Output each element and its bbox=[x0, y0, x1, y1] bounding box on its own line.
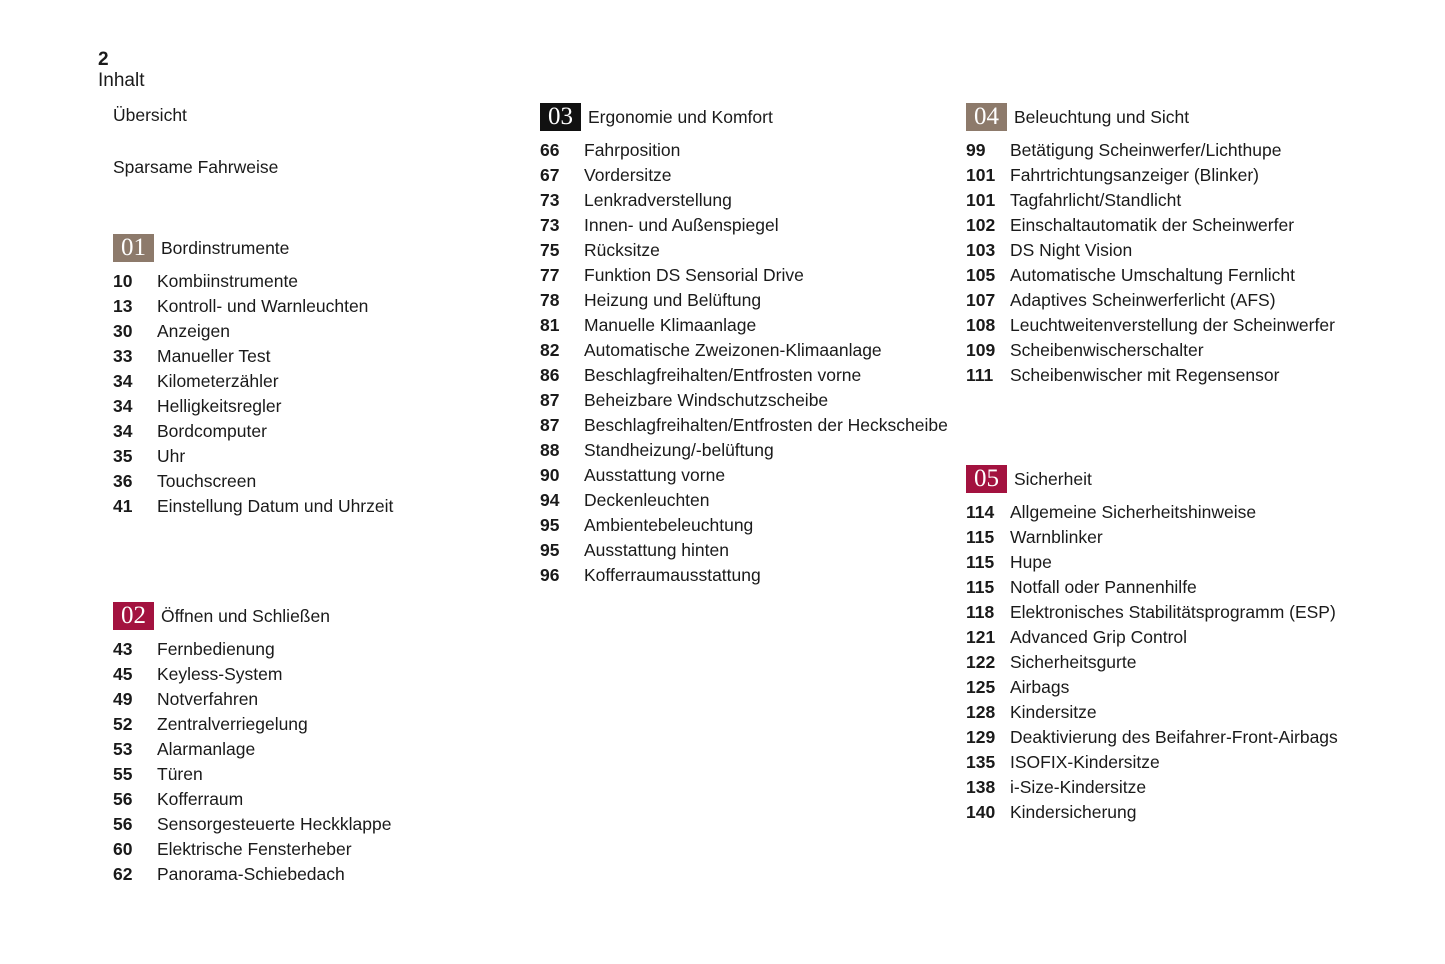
page-title: Inhalt bbox=[98, 70, 145, 91]
toc-entry-page: 135 bbox=[966, 752, 996, 772]
toc-entry[interactable] bbox=[540, 290, 960, 310]
toc-entry-page: 95 bbox=[540, 540, 560, 560]
toc-entry[interactable] bbox=[966, 627, 1386, 647]
toc-entry-page: 111 bbox=[966, 365, 994, 385]
toc-entry-label: ISOFIX-Kindersitze bbox=[1010, 752, 1160, 772]
toc-entry[interactable] bbox=[966, 215, 1386, 235]
toc-entry-page: 105 bbox=[966, 265, 996, 285]
toc-entry-page: 96 bbox=[540, 565, 560, 585]
toc-entry-label: Notfall oder Pannenhilfe bbox=[1010, 577, 1197, 597]
toc-entry-page: 34 bbox=[113, 396, 133, 416]
toc-entry-label: Scheibenwischer mit Regensensor bbox=[1010, 365, 1280, 385]
toc-entry[interactable] bbox=[540, 340, 960, 360]
toc-entry[interactable] bbox=[113, 296, 533, 316]
toc-entry-page: 30 bbox=[113, 321, 133, 341]
toc-entry-page: 41 bbox=[113, 496, 133, 516]
page-number: 2 bbox=[98, 49, 109, 70]
toc-entry-page: 115 bbox=[966, 552, 995, 572]
section-02-opening-closing bbox=[113, 602, 533, 889]
toc-entry-page: 114 bbox=[966, 502, 995, 522]
toc-entry-page: 73 bbox=[540, 215, 560, 235]
toc-entry[interactable] bbox=[540, 365, 960, 385]
toc-entry-label: Kofferraumausstattung bbox=[584, 565, 761, 585]
toc-entry-label: Bordcomputer bbox=[157, 421, 267, 441]
toc-entry[interactable] bbox=[966, 802, 1386, 822]
toc-entry-label: Panorama-Schiebedach bbox=[157, 864, 345, 884]
toc-entry[interactable] bbox=[966, 265, 1386, 285]
toc-entry-page: 66 bbox=[540, 140, 560, 160]
toc-entry-page: 115 bbox=[966, 527, 995, 547]
toc-entry[interactable] bbox=[540, 165, 960, 185]
toc-entry-label: Innen- und Außenspiegel bbox=[584, 215, 779, 235]
toc-entry-label: Manuelle Klimaanlage bbox=[584, 315, 757, 335]
toc-entry[interactable] bbox=[113, 814, 533, 834]
toc-entry-page: 129 bbox=[966, 727, 996, 747]
toc-entry[interactable] bbox=[113, 789, 533, 809]
toc-entry-label: Fahrtrichtungsanzeiger (Blinker) bbox=[1010, 165, 1259, 185]
toc-entry-page: 53 bbox=[113, 739, 133, 759]
toc-entry-label: Fahrposition bbox=[584, 140, 681, 160]
toc-entry[interactable] bbox=[113, 839, 533, 859]
toc-entry[interactable] bbox=[540, 215, 960, 235]
toc-entry[interactable] bbox=[113, 764, 533, 784]
toc-entry-label: Anzeigen bbox=[157, 321, 230, 341]
toc-entry-label: Beheizbare Windschutzscheibe bbox=[584, 390, 829, 410]
toc-entry[interactable] bbox=[540, 540, 960, 560]
toc-entry[interactable] bbox=[113, 271, 533, 291]
toc-entry-label: Keyless-System bbox=[157, 664, 283, 684]
toc-entry-page: 102 bbox=[966, 215, 996, 235]
eco-driving-link[interactable]: Sparsame Fahrweise bbox=[113, 157, 279, 177]
toc-entry-label: Rücksitze bbox=[584, 240, 660, 260]
toc-entry-label: Leuchtweitenverstellung der Scheinwerfer bbox=[1010, 315, 1335, 335]
section-01-instruments bbox=[113, 234, 533, 521]
toc-entry-page: 101 bbox=[966, 165, 996, 185]
toc-entry[interactable] bbox=[540, 465, 960, 485]
toc-entry-page: 49 bbox=[113, 689, 133, 709]
toc-entry-label: Standheizung/-belüftung bbox=[584, 440, 774, 460]
section-03-ergonomics bbox=[540, 103, 960, 590]
toc-entry-label: Kofferraum bbox=[157, 789, 244, 809]
toc-entry-label: Betätigung Scheinwerfer/Lichthupe bbox=[1010, 140, 1282, 160]
toc-entry-page: 87 bbox=[540, 415, 560, 435]
toc-entry-page: 99 bbox=[966, 140, 986, 160]
toc-entry-label: Touchscreen bbox=[157, 471, 257, 491]
toc-entry[interactable] bbox=[540, 390, 960, 410]
toc-entry-label: Deaktivierung des Beifahrer-Front-Airbags bbox=[1010, 727, 1338, 747]
toc-entry-page: 62 bbox=[113, 864, 133, 884]
toc-entry-page: 88 bbox=[540, 440, 560, 460]
toc-entry[interactable] bbox=[966, 527, 1386, 547]
toc-entry-label: Vordersitze bbox=[584, 165, 672, 185]
toc-entry-page: 121 bbox=[966, 627, 996, 647]
toc-entry[interactable] bbox=[966, 340, 1386, 360]
section-title: Öffnen und Schließen bbox=[161, 605, 330, 626]
toc-entry[interactable] bbox=[540, 315, 960, 335]
toc-entry-list bbox=[966, 140, 1386, 385]
toc-entry-label: Uhr bbox=[157, 446, 186, 466]
toc-entry-page: 125 bbox=[966, 677, 996, 697]
toc-entry-label: Tagfahrlicht/Standlicht bbox=[1010, 190, 1182, 210]
toc-entry-label: Advanced Grip Control bbox=[1010, 627, 1188, 647]
toc-entry-page: 115 bbox=[966, 577, 995, 597]
toc-entry-page: 87 bbox=[540, 390, 560, 410]
toc-entry[interactable] bbox=[966, 365, 1386, 385]
toc-entry-label: Ausstattung hinten bbox=[584, 540, 729, 560]
toc-entry-label: Airbags bbox=[1010, 677, 1070, 697]
toc-entry[interactable] bbox=[966, 777, 1386, 797]
toc-entry-label: Adaptives Scheinwerferlicht (AFS) bbox=[1010, 290, 1276, 310]
section-number-badge: 04 bbox=[966, 103, 1007, 131]
toc-entry[interactable] bbox=[540, 140, 960, 160]
toc-entry-page: 108 bbox=[966, 315, 996, 335]
toc-entry-label: Sensorgesteuerte Heckklappe bbox=[157, 814, 392, 834]
toc-entry-label: Zentralverriegelung bbox=[157, 714, 308, 734]
toc-entry-list bbox=[540, 140, 960, 585]
toc-entry[interactable] bbox=[966, 165, 1386, 185]
toc-entry-page: 34 bbox=[113, 421, 133, 441]
toc-entry[interactable] bbox=[966, 315, 1386, 335]
toc-entry[interactable] bbox=[966, 502, 1386, 522]
toc-entry-label: Fernbedienung bbox=[157, 639, 275, 659]
toc-entry-label: Allgemeine Sicherheitshinweise bbox=[1010, 502, 1257, 522]
toc-entry[interactable] bbox=[966, 552, 1386, 572]
toc-entry[interactable] bbox=[113, 639, 533, 659]
toc-entry[interactable] bbox=[966, 677, 1386, 697]
section-header[interactable] bbox=[113, 602, 533, 630]
toc-entry-label: Einschaltautomatik der Scheinwerfer bbox=[1010, 215, 1295, 235]
section-number-badge: 01 bbox=[113, 234, 154, 262]
toc-entry-label: Automatische Umschaltung Fernlicht bbox=[1010, 265, 1295, 285]
toc-entry-label: Sicherheitsgurte bbox=[1010, 652, 1137, 672]
toc-entry[interactable] bbox=[113, 321, 533, 341]
toc-entry-page: 128 bbox=[966, 702, 996, 722]
toc-entry[interactable] bbox=[966, 290, 1386, 310]
toc-entry-page: 56 bbox=[113, 789, 133, 809]
section-number-badge: 05 bbox=[966, 465, 1007, 493]
toc-entry-page: 95 bbox=[540, 515, 560, 535]
toc-entry-page: 81 bbox=[540, 315, 560, 335]
toc-entry-label: Helligkeitsregler bbox=[157, 396, 282, 416]
toc-entry[interactable] bbox=[540, 490, 960, 510]
toc-entry-page: 78 bbox=[540, 290, 560, 310]
toc-entry-page: 35 bbox=[113, 446, 133, 466]
toc-entry-label: Notverfahren bbox=[157, 689, 259, 709]
toc-entry-page: 122 bbox=[966, 652, 996, 672]
toc-entry[interactable] bbox=[540, 440, 960, 460]
toc-entry-label: Beschlagfreihalten/Entfrosten vorne bbox=[584, 365, 862, 385]
toc-entry[interactable] bbox=[113, 371, 533, 391]
toc-entry-page: 45 bbox=[113, 664, 133, 684]
toc-entry[interactable] bbox=[540, 415, 960, 435]
toc-entry-label: Deckenleuchten bbox=[584, 490, 710, 510]
section-04-lighting bbox=[966, 103, 1386, 390]
toc-entry-page: 67 bbox=[540, 165, 560, 185]
toc-entry-page: 138 bbox=[966, 777, 996, 797]
toc-entry[interactable] bbox=[540, 240, 960, 260]
toc-entry-page: 73 bbox=[540, 190, 560, 210]
toc-entry[interactable] bbox=[113, 471, 533, 491]
toc-entry-page: 101 bbox=[966, 190, 996, 210]
toc-entry-label: Funktion DS Sensorial Drive bbox=[584, 265, 804, 285]
toc-entry[interactable] bbox=[113, 496, 533, 516]
toc-entry-page: 43 bbox=[113, 639, 133, 659]
toc-entry-label: i-Size-Kindersitze bbox=[1010, 777, 1147, 797]
toc-entry-page: 36 bbox=[113, 471, 133, 491]
section-title: Ergonomie und Komfort bbox=[588, 106, 773, 127]
section-title: Sicherheit bbox=[1014, 468, 1092, 489]
toc-entry[interactable] bbox=[113, 421, 533, 441]
toc-entry[interactable] bbox=[966, 140, 1386, 160]
toc-entry-label: Alarmanlage bbox=[157, 739, 256, 759]
toc-entry-page: 90 bbox=[540, 465, 560, 485]
toc-entry-label: Scheibenwischerschalter bbox=[1010, 340, 1204, 360]
toc-entry-page: 77 bbox=[540, 265, 560, 285]
toc-entry-label: Manueller Test bbox=[157, 346, 271, 366]
section-header[interactable] bbox=[540, 103, 960, 131]
toc-entry[interactable] bbox=[540, 265, 960, 285]
toc-entry[interactable] bbox=[113, 714, 533, 734]
toc-entry[interactable] bbox=[113, 346, 533, 366]
section-number-badge: 03 bbox=[540, 103, 581, 131]
toc-entry[interactable] bbox=[966, 240, 1386, 260]
toc-entry[interactable] bbox=[966, 702, 1386, 722]
toc-entry-label: Kontroll- und Warnleuchten bbox=[157, 296, 369, 316]
toc-entry-list bbox=[113, 639, 533, 884]
toc-entry-page: 107 bbox=[966, 290, 996, 310]
toc-entry-page: 60 bbox=[113, 839, 133, 859]
toc-entry-label: Warnblinker bbox=[1010, 527, 1103, 547]
toc-entry-label: Automatische Zweizonen-Klimaanlage bbox=[584, 340, 882, 360]
toc-entry-page: 140 bbox=[966, 802, 996, 822]
toc-entry-label: Elektrische Fensterheber bbox=[157, 839, 352, 859]
section-header[interactable] bbox=[966, 103, 1386, 131]
toc-entry-page: 103 bbox=[966, 240, 996, 260]
toc-entry-label: Hupe bbox=[1010, 552, 1052, 572]
toc-entry[interactable] bbox=[540, 190, 960, 210]
overview-link[interactable]: Übersicht bbox=[113, 105, 187, 125]
toc-entry[interactable] bbox=[113, 396, 533, 416]
toc-entry-label: Einstellung Datum und Uhrzeit bbox=[157, 496, 394, 516]
toc-entry[interactable] bbox=[540, 565, 960, 585]
toc-entry-page: 56 bbox=[113, 814, 133, 834]
toc-entry-label: Lenkradverstellung bbox=[584, 190, 732, 210]
toc-entry[interactable] bbox=[113, 664, 533, 684]
toc-entry-label: DS Night Vision bbox=[1010, 240, 1133, 260]
toc-entry[interactable] bbox=[113, 689, 533, 709]
toc-entry[interactable] bbox=[966, 727, 1386, 747]
toc-entry-page: 34 bbox=[113, 371, 133, 391]
toc-entry[interactable] bbox=[966, 652, 1386, 672]
toc-entry-page: 118 bbox=[966, 602, 995, 622]
section-title: Bordinstrumente bbox=[161, 237, 290, 258]
toc-entry[interactable] bbox=[966, 190, 1386, 210]
toc-entry[interactable] bbox=[540, 515, 960, 535]
toc-entry-page: 55 bbox=[113, 764, 133, 784]
toc-entry-label: Beschlagfreihalten/Entfrosten der Heckscheibe bbox=[584, 415, 948, 435]
toc-entry-page: 33 bbox=[113, 346, 133, 366]
section-title: Beleuchtung und Sicht bbox=[1014, 106, 1190, 127]
toc-entry-list bbox=[113, 271, 533, 516]
toc-entry-label: Elektronisches Stabilitätsprogramm (ESP) bbox=[1010, 602, 1336, 622]
toc-entry[interactable] bbox=[966, 602, 1386, 622]
section-header[interactable] bbox=[113, 234, 533, 262]
toc-entry-page: 94 bbox=[540, 490, 560, 510]
toc-entry[interactable] bbox=[113, 864, 533, 884]
toc-entry[interactable] bbox=[966, 752, 1386, 772]
toc-entry[interactable] bbox=[113, 739, 533, 759]
toc-entry-label: Kindersicherung bbox=[1010, 802, 1137, 822]
toc-entry-label: Türen bbox=[157, 764, 203, 784]
toc-entry-label: Kindersitze bbox=[1010, 702, 1097, 722]
toc-entry-list bbox=[966, 502, 1386, 822]
section-header[interactable] bbox=[966, 465, 1386, 493]
toc-entry-page: 86 bbox=[540, 365, 560, 385]
toc-entry-label: Heizung und Belüftung bbox=[584, 290, 762, 310]
section-number-badge: 02 bbox=[113, 602, 154, 630]
toc-entry-page: 109 bbox=[966, 340, 996, 360]
toc-entry[interactable] bbox=[113, 446, 533, 466]
toc-entry-page: 82 bbox=[540, 340, 560, 360]
section-05-safety bbox=[966, 465, 1386, 827]
toc-entry-page: 13 bbox=[113, 296, 133, 316]
toc-entry-label: Ausstattung vorne bbox=[584, 465, 726, 485]
toc-entry-page: 75 bbox=[540, 240, 560, 260]
toc-entry-label: Ambientebeleuchtung bbox=[584, 515, 754, 535]
toc-entry-page: 52 bbox=[113, 714, 133, 734]
toc-entry-label: Kilometerzähler bbox=[157, 371, 279, 391]
toc-entry-page: 10 bbox=[113, 271, 133, 291]
toc-entry-label: Kombiinstrumente bbox=[157, 271, 299, 291]
toc-entry[interactable] bbox=[966, 577, 1386, 597]
